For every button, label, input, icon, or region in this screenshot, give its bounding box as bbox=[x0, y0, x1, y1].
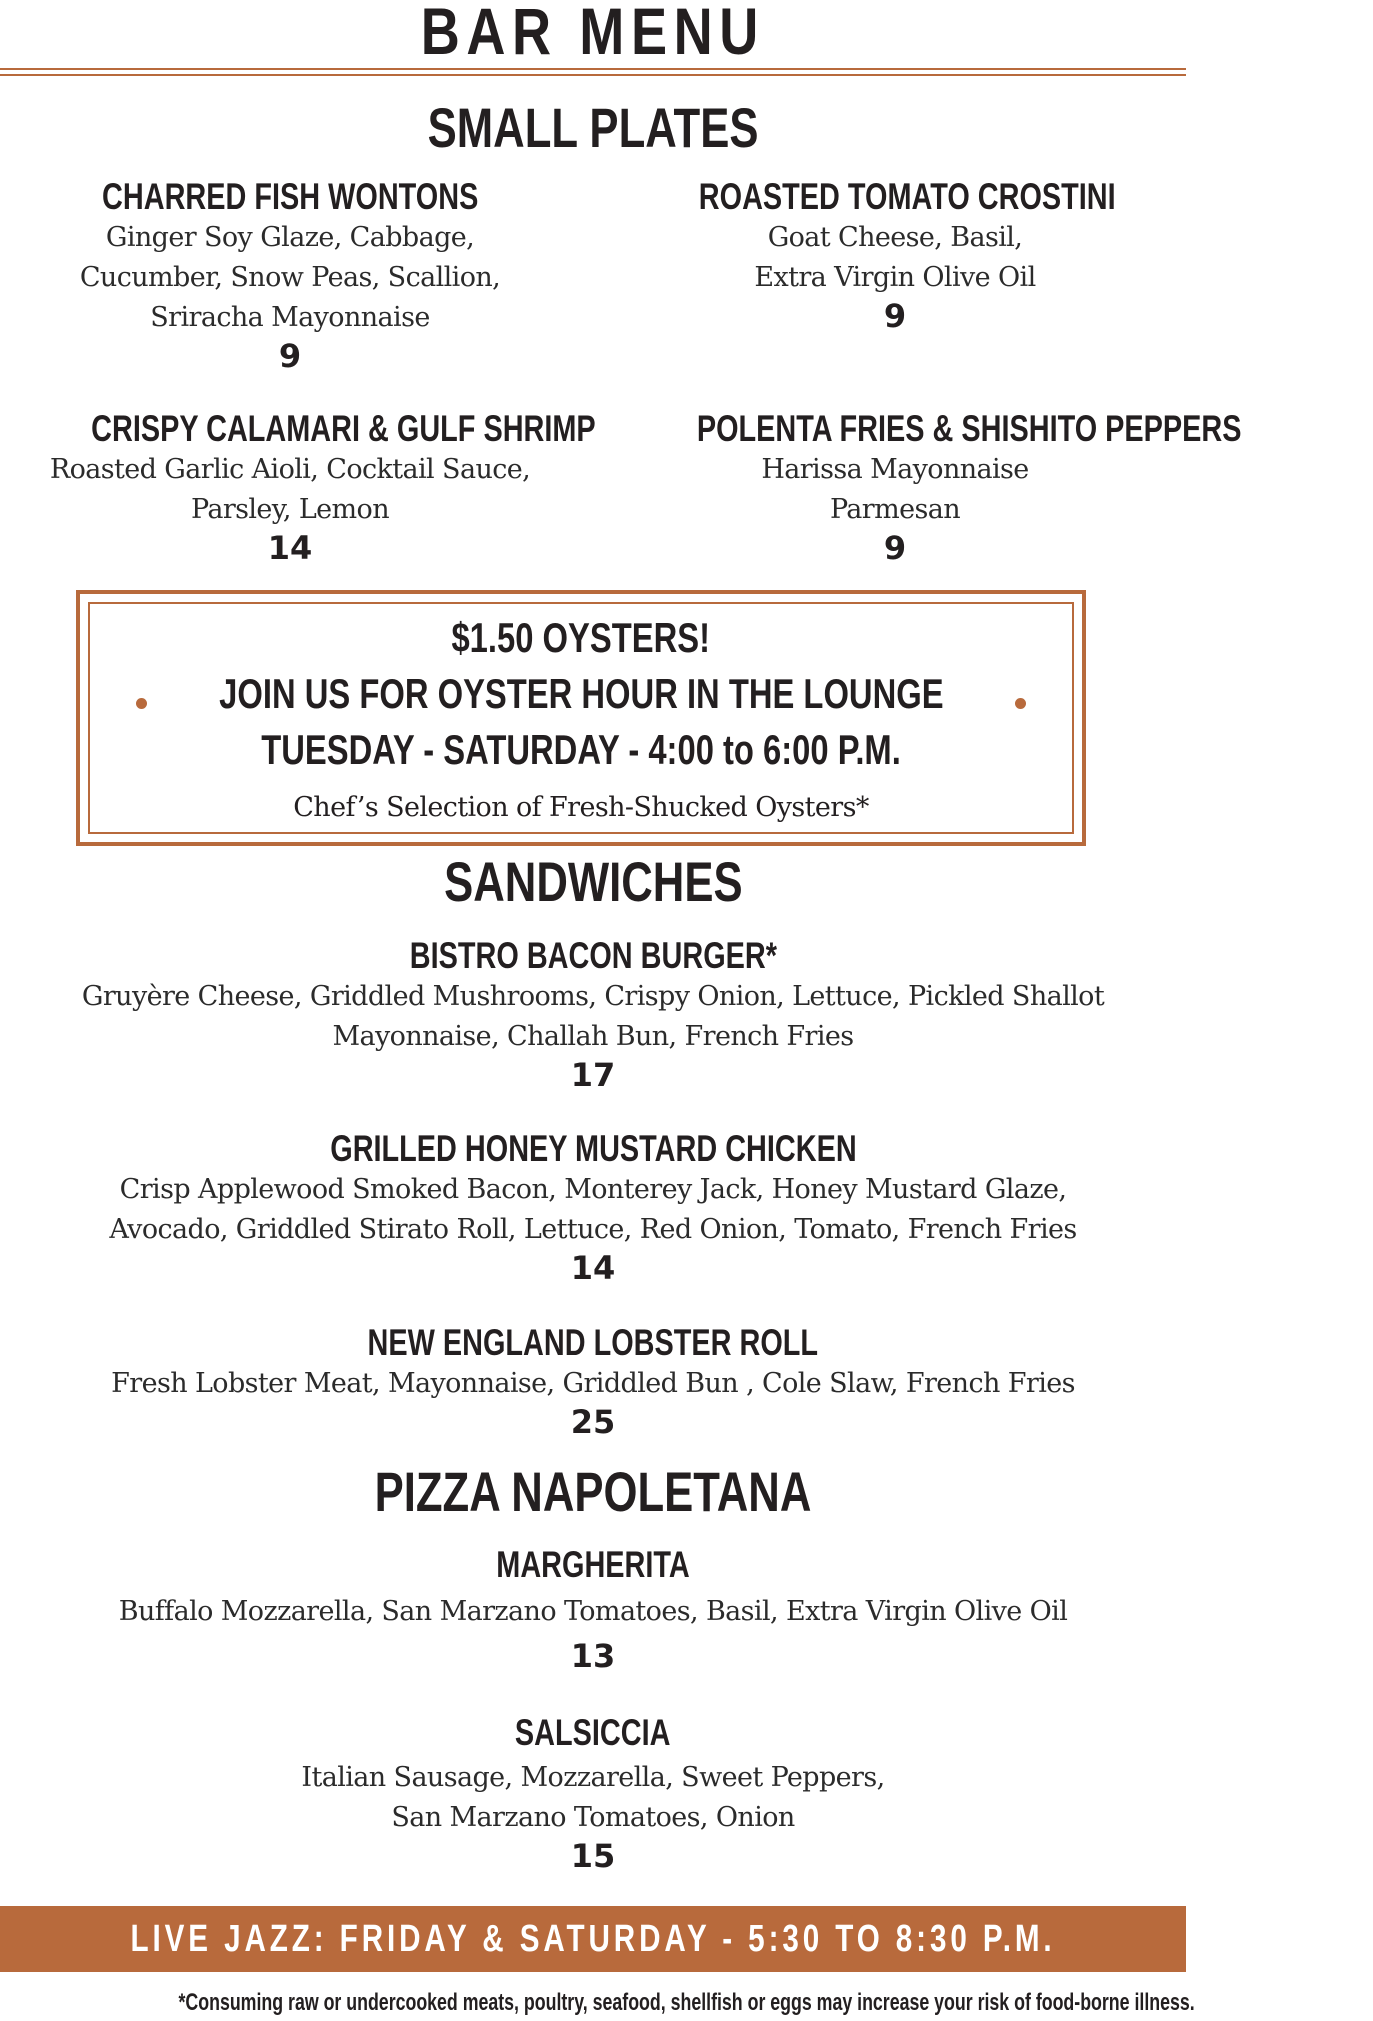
small-plates-heading-text: SMALL PLATES bbox=[427, 96, 759, 159]
item-desc-line: Roasted Garlic Aioli, Cocktail Sauce, bbox=[49, 454, 531, 485]
item-desc-line: Sriracha Mayonnaise bbox=[150, 302, 430, 333]
item-desc-line: Extra Virgin Olive Oil bbox=[754, 262, 1036, 293]
item-price: 17 bbox=[570, 1056, 616, 1094]
menu-item-margherita bbox=[20, 1544, 1166, 1674]
menu-item-crispy-calamari bbox=[20, 408, 596, 567]
item-desc-line: Cucumber, Snow Peas, Scallion, bbox=[79, 262, 501, 293]
sandwiches-heading-text: SANDWICHES bbox=[443, 850, 743, 913]
item-name: NEW ENGLAND LOBSTER ROLL bbox=[367, 1322, 819, 1363]
item-name: POLENTA FRIES & SHISHITO PEPPERS bbox=[696, 408, 1242, 449]
item-desc-line: Italian Sausage, Mozzarella, Sweet Peppers, bbox=[301, 1762, 885, 1793]
item-name: CHARRED FISH WONTONS bbox=[101, 176, 479, 217]
bullet-dot-icon bbox=[1015, 698, 1026, 709]
item-price: 14 bbox=[570, 1249, 616, 1287]
item-price: 25 bbox=[570, 1403, 616, 1441]
oyster-hour-line: JOIN US FOR OYSTER HOUR IN THE LOUNGE bbox=[80, 670, 1082, 718]
item-name: MARGHERITA bbox=[496, 1544, 690, 1585]
menu-item-salsiccia bbox=[20, 1712, 1166, 1874]
item-price: 14 bbox=[267, 529, 313, 567]
item-name: ROASTED TOMATO CROSTINI bbox=[698, 176, 1116, 217]
menu-item-bistro-bacon-burger bbox=[20, 935, 1166, 1093]
menu-item-new-england-lobster-roll bbox=[20, 1322, 1166, 1440]
item-desc-line: Parsley, Lemon bbox=[190, 494, 390, 525]
menu-item-grilled-honey-mustard-chicken bbox=[20, 1128, 1166, 1286]
item-desc-line: Fresh Lobster Meat, Mayonnaise, Griddled Bun , Cole Slaw, French Fries bbox=[111, 1368, 1075, 1399]
item-price: 9 bbox=[278, 337, 302, 375]
small-plates-heading bbox=[0, 98, 1186, 158]
sandwiches-heading bbox=[0, 852, 1186, 912]
oyster-promo-box bbox=[76, 590, 1086, 846]
pizza-heading bbox=[0, 1462, 1186, 1522]
menu-title: BAR MENU bbox=[420, 0, 766, 68]
item-price: 15 bbox=[570, 1837, 616, 1875]
item-name: GRILLED HONEY MUSTARD CHICKEN bbox=[329, 1128, 857, 1169]
food-safety-disclaimer bbox=[0, 1988, 1195, 2018]
oyster-price-line: $1.50 OYSTERS! bbox=[451, 614, 711, 661]
pizza-heading-text: PIZZA NAPOLETANA bbox=[374, 1460, 812, 1523]
item-name: SALSICCIA bbox=[515, 1712, 671, 1753]
item-price: 13 bbox=[570, 1637, 616, 1675]
item-desc-line: Buffalo Mozzarella, San Marzano Tomatoes, Basil, Extra Virgin Olive Oil bbox=[118, 1596, 1068, 1627]
live-jazz-banner bbox=[0, 1906, 1186, 1972]
live-jazz-text: LIVE JAZZ: FRIDAY & SATURDAY - 5:30 TO 8:30 P.M. bbox=[130, 1918, 1056, 1960]
item-desc-line: Gruyère Cheese, Griddled Mushrooms, Crispy Onion, Lettuce, Pickled Shallot bbox=[81, 981, 1105, 1012]
item-desc-line: Ginger Soy Glaze, Cabbage, bbox=[105, 222, 475, 253]
item-desc-line: Avocado, Griddled Stirato Roll, Lettuce, Red Onion, Tomato, French Fries bbox=[109, 1214, 1077, 1245]
item-desc-line: Crisp Applewood Smoked Bacon, Monterey Jack, Honey Mustard Glaze, bbox=[119, 1174, 1067, 1205]
item-desc-line: Harissa Mayonnaise bbox=[761, 454, 1029, 485]
oyster-selection-line: Chef’s Selection of Fresh-Shucked Oysters* bbox=[293, 792, 869, 823]
item-desc-line: Mayonnaise, Challah Bun, French Fries bbox=[332, 1021, 854, 1052]
item-price: 9 bbox=[883, 529, 907, 567]
item-name: BISTRO BACON BURGER* bbox=[409, 935, 777, 976]
menu-title-wrap bbox=[0, 0, 1186, 68]
oyster-schedule-line: TUESDAY - SATURDAY - 4:00 to 6:00 P.M. bbox=[261, 726, 901, 773]
disclaimer-text: *Consuming raw or undercooked meats, poultry, seafood, shellfish or eggs may increase your risk of food-borne illness. bbox=[178, 1989, 1195, 2016]
item-price: 9 bbox=[883, 297, 907, 335]
title-divider-top bbox=[0, 68, 1186, 70]
menu-item-charred-fish-wontons bbox=[30, 176, 550, 374]
title-divider-bottom bbox=[0, 74, 1186, 76]
menu-item-roasted-tomato-crostini bbox=[640, 176, 1150, 334]
item-desc-line: San Marzano Tomatoes, Onion bbox=[391, 1802, 795, 1833]
item-name: CRISPY CALAMARI & GULF SHRIMP bbox=[91, 408, 596, 449]
item-desc-line: Goat Cheese, Basil, bbox=[767, 222, 1023, 253]
item-desc-line: Parmesan bbox=[829, 494, 961, 525]
menu-item-polenta-fries bbox=[620, 408, 1242, 567]
bullet-dot-icon bbox=[136, 698, 147, 709]
